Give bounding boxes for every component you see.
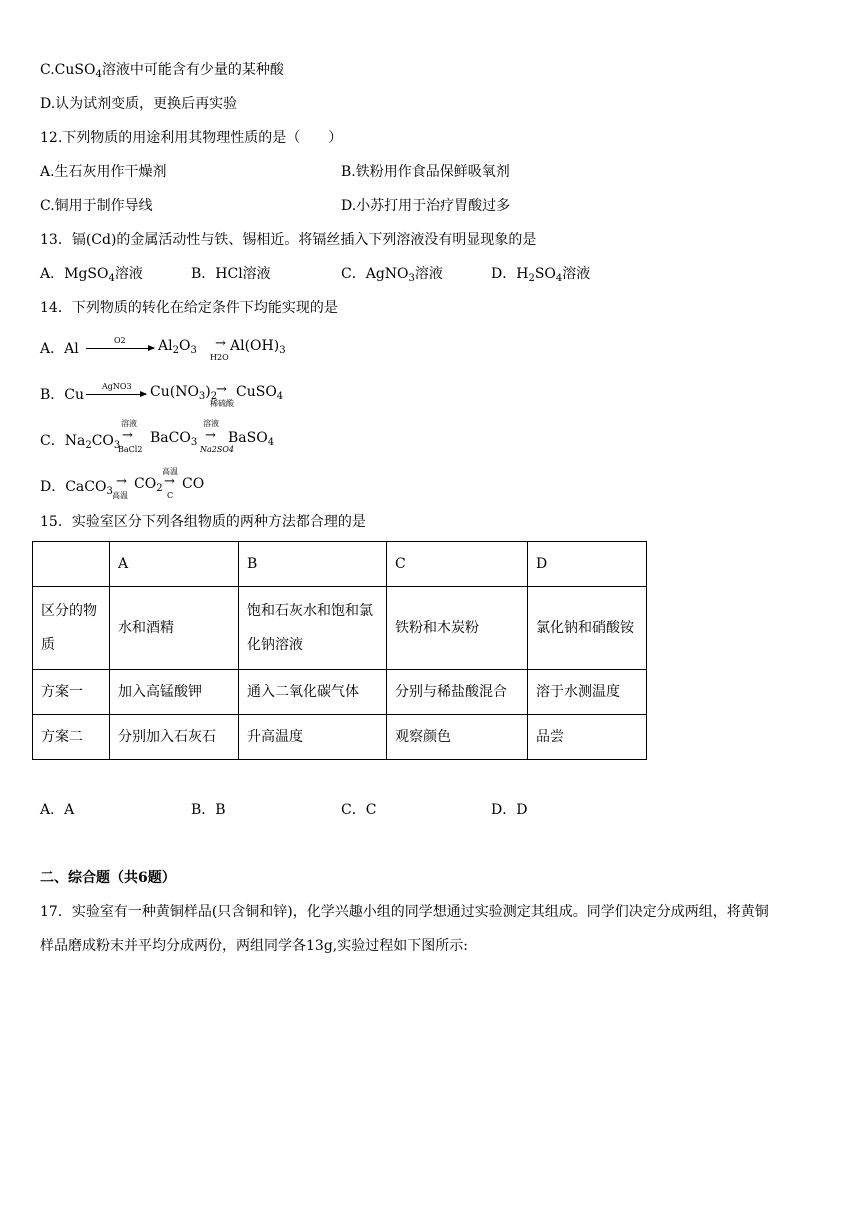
table-row	[33, 670, 647, 715]
q14d-arrow2: →	[164, 474, 175, 489]
q14d-cond1: 高温	[112, 491, 128, 500]
q14d-cond2-bottom: C	[167, 491, 174, 500]
table-cell: 区分的物质	[33, 587, 110, 670]
q15-option-c: C．C	[341, 802, 377, 818]
q14d-arrow1: →	[116, 474, 127, 489]
table-row	[33, 542, 647, 587]
q13-option-c: C．AgNO$_3$溶液	[341, 266, 443, 284]
table-cell: C	[387, 542, 528, 587]
table-cell: 方案一	[33, 670, 110, 715]
q14b-product1: $Cu(NO_3)_2$	[150, 384, 218, 402]
q14-option-a	[40, 332, 460, 372]
table-cell	[33, 542, 110, 587]
q12-option-a: A.生石灰用作干燥剂	[40, 164, 167, 180]
q14d-reactant: D．CaCO$_3$	[40, 479, 113, 497]
q14b-product2: CuSO$_4$	[236, 384, 284, 402]
table-cell: 加入高锰酸钾	[110, 670, 239, 715]
q14c-arrow2: →	[205, 428, 216, 443]
q14d-product2: CO	[182, 476, 205, 492]
q13-stem: 13．镉(Cd)的金属活动性与铁、锡相近。将镉丝插入下列溶液没有明显现象的是	[40, 232, 537, 248]
table-cell: 品尝	[528, 715, 647, 760]
q14c-cond2-bottom: Na2SO4	[200, 445, 234, 454]
q14a-cond2: H2O	[210, 353, 229, 362]
q14-stem: 14．下列物质的转化在给定条件下均能实现的是	[40, 300, 338, 316]
q11-option-d: D.认为试剂变质，更换后再实验	[40, 96, 238, 112]
q14-option-c	[40, 420, 460, 460]
q15-option-d: D．D	[491, 802, 528, 818]
q15-option-b: B．B	[191, 802, 226, 818]
table-cell: 升高温度	[239, 715, 387, 760]
q17-line2: 样品磨成粉末并平均分成两份，两组同学各13g,实验过程如下图所示:	[40, 938, 468, 954]
q14-option-b	[40, 376, 460, 416]
table-cell: A	[110, 542, 239, 587]
q14b-arrow2: →	[216, 382, 227, 397]
q14c-cond1-bottom: BaCl2	[118, 445, 143, 454]
q14b-reactant: B．Cu	[40, 387, 85, 403]
table-row	[33, 587, 647, 670]
q14-option-d	[40, 466, 460, 506]
q14c-reactant: C．$Na_2CO_3$	[40, 433, 121, 451]
q14c-cond1-top: 溶液	[121, 419, 137, 428]
q15-stem: 15．实验室区分下列各组物质的两种方法都合理的是	[40, 514, 366, 530]
table-cell: 方案二	[33, 715, 110, 760]
q12-stem: 12.下列物质的用途利用其物理性质的是（ ）	[40, 130, 343, 146]
q14b-cond2: 稀硫酸	[210, 399, 234, 408]
q14a-arrow2: →	[215, 336, 226, 351]
table-cell: 分别加入石灰石	[110, 715, 239, 760]
q14c-product1: BaCO$_3$	[150, 430, 198, 448]
q12-option-b: B.铁粉用作食品保鲜吸氧剂	[341, 164, 510, 180]
q14c-arrow1: →	[122, 428, 133, 443]
q13-option-b: B．HCl溶液	[191, 266, 271, 282]
table-cell: 通入二氧化碳气体	[239, 670, 387, 715]
q12-option-c: C.铜用于制作导线	[40, 198, 153, 214]
section-title: 二、综合题（共6题）	[40, 870, 176, 886]
q14a-product2: $Al(OH)_3$	[230, 338, 286, 356]
q12-option-d: D.小苏打用于治疗胃酸过多	[341, 198, 511, 214]
q14d-cond2-top: 高温	[162, 467, 178, 476]
table-cell: 氯化钠和硝酸铵	[528, 587, 647, 670]
table-cell: 溶于水测温度	[528, 670, 647, 715]
q15-table	[32, 541, 647, 760]
q14b-arrow1	[86, 394, 146, 395]
q14c-product2: BaSO$_4$	[228, 430, 275, 448]
q15-option-a: A．A	[40, 802, 75, 818]
q11-option-c: C.CuSO$_4$溶液中可能含有少量的某种酸	[40, 62, 284, 80]
table-cell: B	[239, 542, 387, 587]
q13-option-a: A．MgSO$_4$溶液	[40, 266, 143, 284]
q14a-cond1: O2	[114, 336, 126, 345]
q14c-cond2-top: 溶液	[203, 419, 219, 428]
table-cell: 水和酒精	[110, 587, 239, 670]
q14d-product1: $CO_2$	[134, 476, 163, 494]
q14a-arrow1	[86, 348, 154, 349]
table-cell: D	[528, 542, 647, 587]
q14a-product1: $Al_2O_3$	[158, 338, 197, 356]
table-row	[33, 715, 647, 760]
table-cell: 观察颜色	[387, 715, 528, 760]
table-cell: 分别与稀盐酸混合	[387, 670, 528, 715]
table-cell: 铁粉和木炭粉	[387, 587, 528, 670]
q14a-reactant: A．Al	[40, 341, 79, 357]
table-cell: 饱和石灰水和饱和氯化钠溶液	[239, 587, 387, 670]
q14b-cond1: AgNO3	[102, 382, 132, 391]
q13-option-d: D．$H_2SO_4$溶液	[491, 266, 591, 284]
q17-line1: 17．实验室有一种黄铜样品(只含铜和锌)，化学兴趣小组的同学想通过实验测定其组成。同学们决定分成两组，将黄铜	[40, 904, 769, 920]
